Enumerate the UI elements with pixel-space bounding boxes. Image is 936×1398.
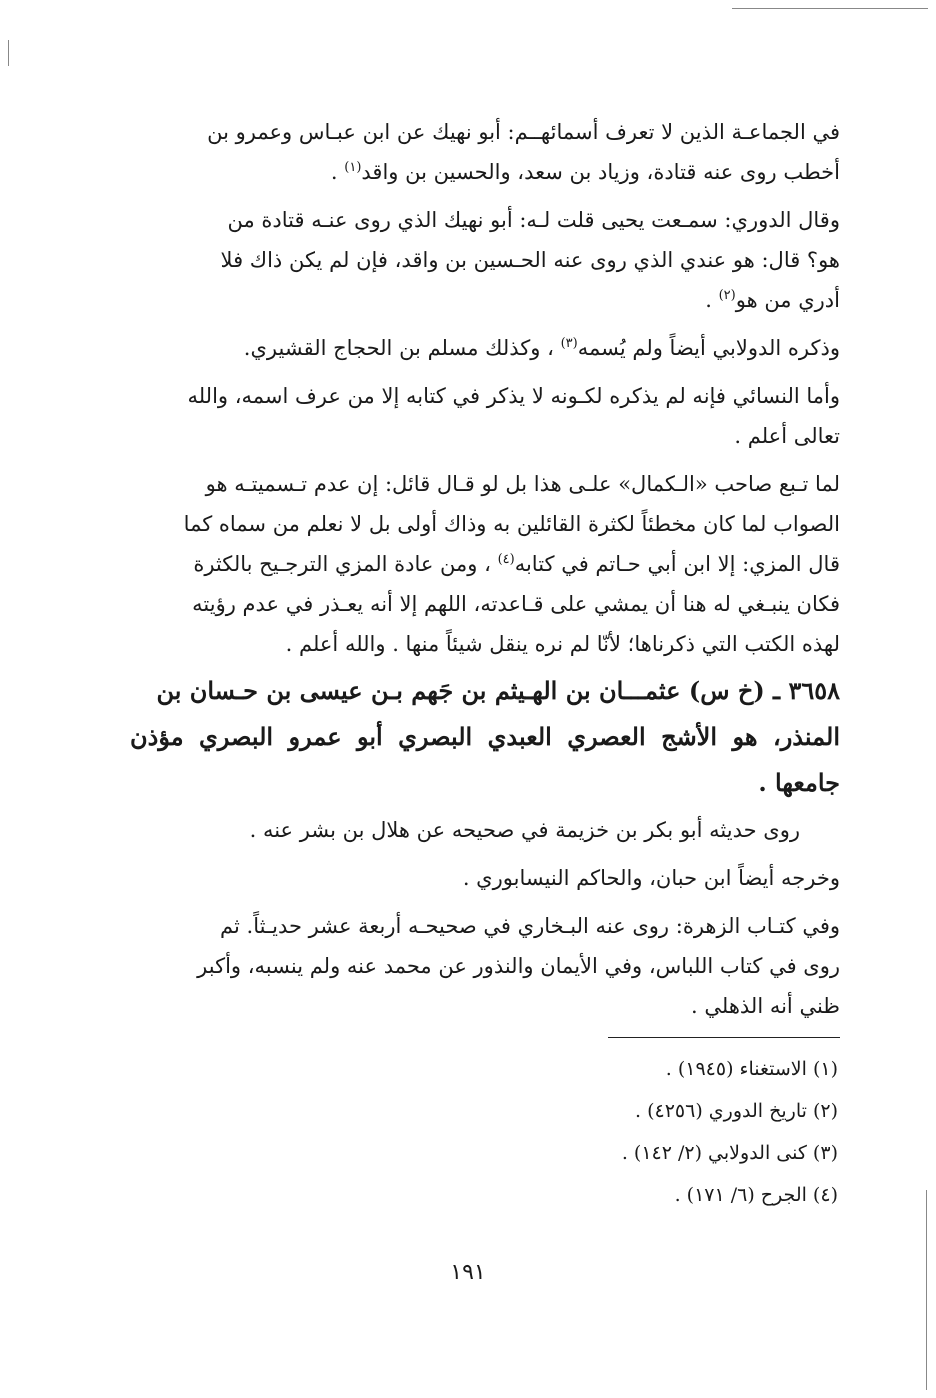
paragraph-4: وأما النسائي فإنه لم يذكره لكـونه لا يذكر في كتابه إلا من عرف اسمه، والله تعالى أعلم .: [187, 384, 840, 448]
footnote-ref-3: (٣): [560, 336, 578, 351]
paragraph-3: وذكره الدولابي أيضاً ولم يُسمه$^{(٣)}$ ، وكذلك مسلم بن الحجاج القشيري.: [243, 336, 840, 360]
paragraph-7: وخرجه أيضاً ابن حبان، والحاكم النيسابوري .: [462, 866, 840, 890]
paragraph-6: روى حديثه أبو بكر بن خزيمة في صحيحه عن هلال بن بشر عنه .: [249, 818, 800, 842]
paragraph-2: وقال الدوري: سمـعت يحيى قلت لـه: أبو نهيك الذي روى عنـه قتادة من هو؟ قال: هو عندي الذي روى عنه الحـسين بن واقد، فإن لم يكن ذاك فلا أدري من هو$^{(٢)}$ .: [220, 208, 840, 312]
main-text: [130, 112, 840, 1034]
footnote-divider: [608, 1037, 840, 1038]
footnote-ref-2: (٢): [718, 288, 736, 303]
page-number: ١٩١: [450, 1260, 486, 1285]
paragraph-5: لما تـبع صاحب «الـكمال» علـى هذا بل لو قـال قائل: إن عدم تـسميتـه هو الصواب لما كان مخطئاً لكثرة القائلين به وذاك أولى بل لا نعلم من سماه كما قال المزي: إلا ابن أبي حـاتم في كتابه$^{(٤)}$ ، ومن عادة المزي الترجـيح بالكثرة فكان ينبـغي له هنا أن يمشي على قـاعدته، اللهم إلا أنه يعـذر في عدم رؤيته لهذه الكتب التي ذكرناها؛ لأنّا لم نره ينقل شيئاً منها . والله أعلم .: [183, 472, 840, 656]
footnote-ref-1: (١): [344, 160, 362, 175]
scan-edge-top: [732, 8, 928, 9]
footnote-2: (٢) تاريخ الدوري (٤٢٥٦) .: [635, 1100, 838, 1122]
scan-edge-left: [8, 40, 9, 66]
footnote-3: (٣) كنى الدولابي (٢/ ١٤٢) .: [621, 1142, 838, 1164]
paragraph-1: في الجماعـة الذين لا تعرف أسمائهــم: أبو نهيك عن ابن عبـاس وعمرو بن أخطب روى عنه قتادة، وزياد بن سعد، والحسين بن واقد$^{(١)}$ .: [207, 120, 840, 184]
scan-edge-right: [926, 1190, 927, 1390]
footnotes: [238, 1048, 838, 1216]
footnote-ref-4: (٤): [497, 552, 515, 567]
paragraph-8: وفي كتـاب الزهرة: روى عنه البـخاري في صحيحـه أربعة عشر حديـثاً. ثم روى في كتاب اللباس، وفي الأيمان والنذور عن محمد عنه ولم ينسبه، وأكبر ظني أنه الذهلي .: [197, 914, 840, 1018]
entry-heading: ٣٦٥٨ ـ (خ س) عثمـــان بن الهـيثم بن جَهم بـن عيسى بن حـسان بن المنذر، هو الأشج العصري العبدي البصري أبو عمرو البصري مؤذن جامعها .: [130, 676, 840, 797]
footnote-1: (١) الاستغناء (١٩٤٥) .: [665, 1058, 838, 1080]
footnote-4: (٤) الجرح (٦/ ١٧١) .: [674, 1184, 838, 1206]
